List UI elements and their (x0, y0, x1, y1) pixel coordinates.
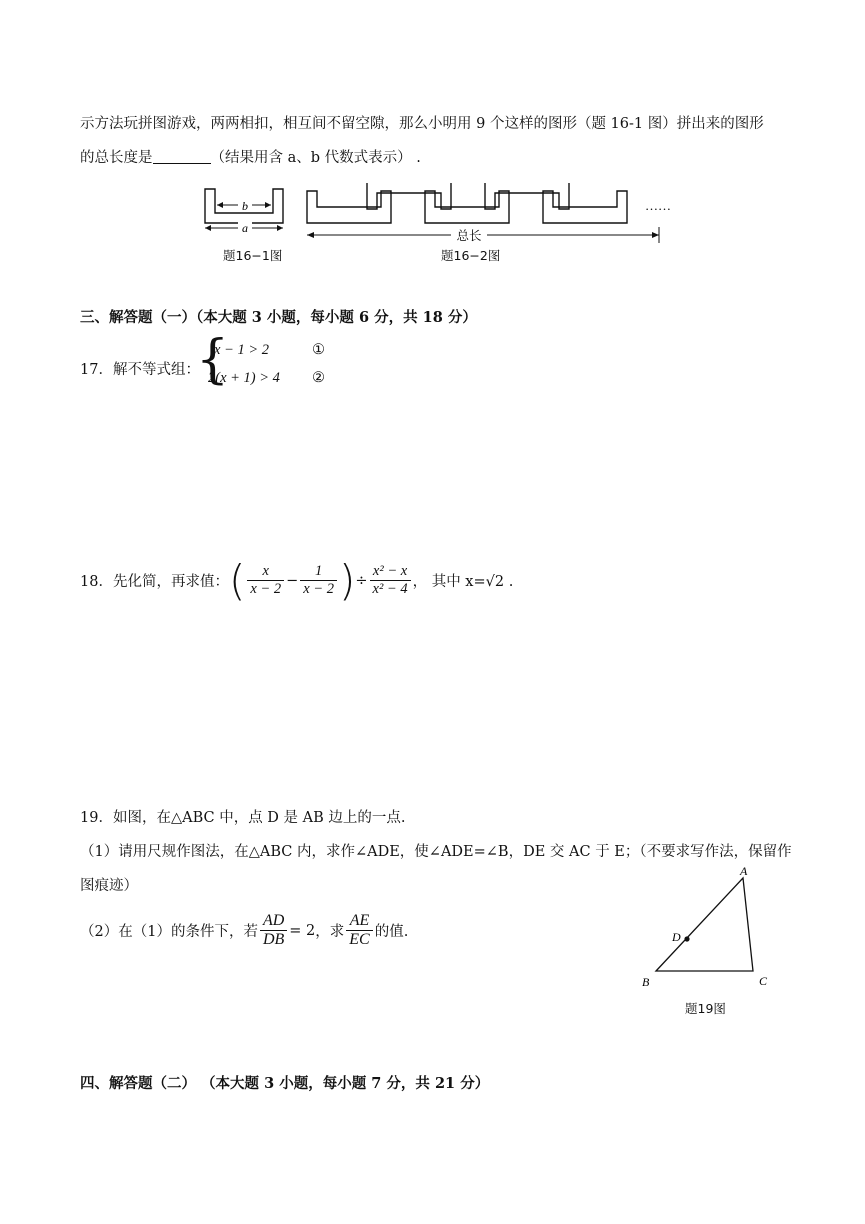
figure-16-1-caption: 题16−1图 (223, 248, 283, 263)
problem16-line1: 示方法玩拼图游戏，两两相扣，相互间不留空隙，那么小明用 9 个这样的图形（题 16-1 图）拼出来的图形 (80, 116, 764, 132)
problem16-line2-post: （结果用含 a、b 代数式表示） . (210, 150, 421, 166)
problem17-label: 17．解不等式组： (80, 362, 200, 378)
label-b: b (242, 199, 248, 213)
section3-title: 三、解答题（一）（本大题 3 小题，每小题 6 分，共 18 分） (80, 309, 477, 326)
problem19-line2: （1）请用尺规作图法，在△ABC 内，求作∠ADE，使∠ADE=∠B，DE 交 AC 于 E；（不要求写作法，保留作 (80, 844, 792, 860)
problem16-line2 (80, 146, 421, 167)
ratio-ad-db: $\frac{AD}{DB}$ (260, 912, 287, 949)
problem18-tail: ， 其中 x=√2 . (412, 574, 514, 590)
problem18-label: 18．先化简，再求值： (80, 574, 229, 590)
fraction-2: $\frac{1}{x - 2}$ (300, 563, 337, 598)
figure-19-caption: 题19图 (685, 1001, 726, 1016)
figure-16-1 (205, 189, 283, 235)
inequality-2-mark: ② (312, 370, 325, 386)
answer-blank (153, 149, 211, 164)
ratio-ae-ec: $\frac{AE}{EC}$ (346, 912, 372, 949)
section4-title: 四、解答题（二） （本大题 3 小题，每小题 7 分，共 21 分） (80, 1075, 490, 1092)
inequality-1-mark: ① (312, 342, 325, 358)
triangle-figure (630, 862, 780, 992)
inequality-2: 2(x + 1) > 4 (208, 370, 280, 386)
label-a: a (242, 221, 248, 235)
label-point-d: D (672, 930, 681, 944)
figure-16-2-caption: 题16−2图 (441, 248, 501, 263)
point-d (684, 936, 689, 941)
label-vertex-a: A (740, 864, 748, 878)
fraction-1: $\frac{x}{x - 2}$ (247, 563, 284, 598)
problem19-line3: 图痕迹） (80, 878, 138, 894)
label-vertex-c: C (759, 974, 768, 988)
problem18: 18．先化简，再求值： ( $\frac{x}{x - 2}$ − $\frac{1}{x - 2}$ ) ÷ $\frac{\text{x² − x}}{\text{x² − 4}}$ ， 其中 x=√2 . (80, 556, 514, 605)
figure-16-2 (307, 183, 627, 223)
continuation-dots: …… (645, 198, 671, 213)
system-brace: { (196, 330, 230, 390)
problem19-line1: 19．如图，在△ABC 中，点 D 是 AB 边上的一点. (80, 810, 406, 826)
problem19-part2: （2）在（1）的条件下，若 $\frac{AD}{DB}$ = 2 ，求 $\frac{AE}{EC}$ 的值. (80, 912, 409, 948)
inequality-1: x − 1 > 2 (214, 342, 270, 358)
problem16-line2-pre: 的总长度是 (80, 150, 153, 166)
label-vertex-b: B (642, 975, 650, 989)
label-total-length: 总长 (456, 229, 482, 243)
fraction-3: $\frac{\text{x² − x}}{\text{x² − 4}}$ (370, 563, 411, 598)
